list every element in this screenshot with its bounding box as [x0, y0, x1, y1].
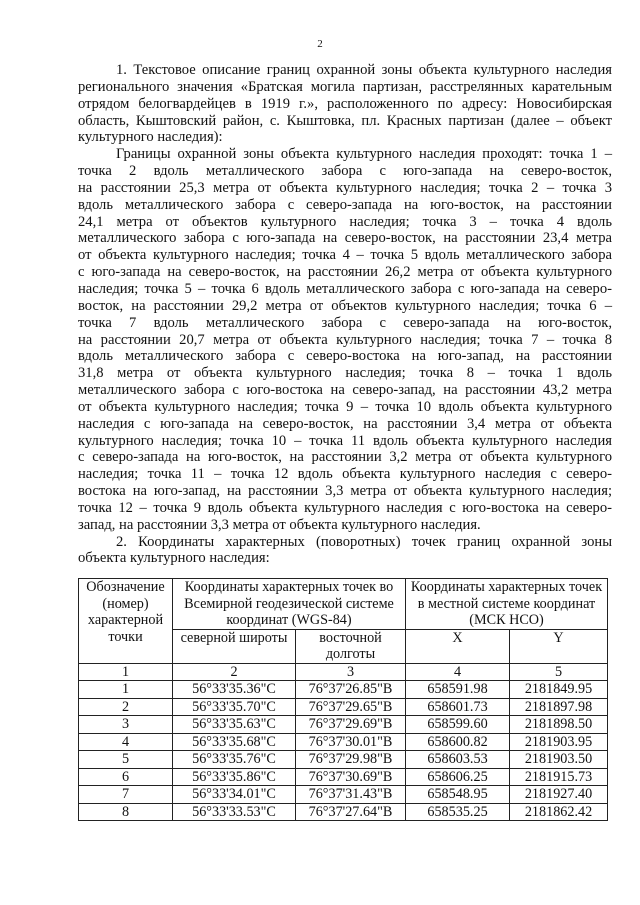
paragraph-line: объекта культурного наследия: [78, 550, 270, 567]
y-cell: 2181927.40 [510, 786, 608, 804]
column-number: 5 [510, 663, 608, 681]
paragraph-line: 2. Координаты характерных (поворотных) точек границ охранной зоны [116, 533, 612, 550]
table-row [79, 751, 608, 769]
point-number: 5 [79, 751, 173, 769]
longitude-cell: 76°37'29.69"В [296, 716, 406, 734]
y-cell: 2181903.95 [510, 733, 608, 751]
paragraph-line: с северо-запада на юго-восток, на расстоянии 3,2 метра от объекта культурного [78, 449, 612, 466]
x-cell: 658600.82 [406, 733, 510, 751]
y-cell: 2181898.50 [510, 716, 608, 734]
header-east-longitude: восточной долготы [296, 629, 406, 663]
paragraph-line: металлического забора с юго-запада на северо-восток, на расстоянии 23,4 метра [78, 230, 612, 247]
x-cell: 658591.98 [406, 681, 510, 699]
header-local-msk: Координаты характерных точек в местной системе координат (МСК НСО) [406, 579, 608, 630]
document-body [78, 62, 612, 567]
paragraph-line: запад, на расстоянии 3,3 метра от объекта культурного наследия. [78, 516, 481, 533]
latitude-cell: 56°33'35.63"С [173, 716, 296, 734]
longitude-cell: 76°37'30.01"В [296, 733, 406, 751]
paragraph-line: на расстоянии 20,7 метра от объекта культурного наследия; точка 7 – точка 8 [78, 331, 612, 348]
paragraph-line: область, Кыштовский район, с. Кыштовка, пл. Красных партизан (далее – объект [78, 112, 612, 129]
paragraph-line: восток, на расстоянии 29,2 метра от объектов культурного наследия; точка 6 – [78, 297, 612, 314]
paragraph-line: вдоль металлического забора с северо-запада на юго-восток, на расстоянии [78, 196, 612, 213]
longitude-cell: 76°37'29.98"В [296, 751, 406, 769]
table-row [79, 716, 608, 734]
latitude-cell: 56°33'35.36"С [173, 681, 296, 699]
paragraph-line: точка 12 – точка 9 вдоль объекта культурного наследия с юго-востока на северо- [78, 499, 612, 516]
paragraph-line: металлического забора с юго-востока на северо-запад, на расстоянии 43,2 метра [78, 382, 612, 399]
point-number: 6 [79, 768, 173, 786]
paragraph-line: от объекта культурного наследия; точка 4 – точка 5 вдоль металлического забора [78, 247, 612, 264]
longitude-cell: 76°37'29.65"В [296, 698, 406, 716]
x-cell: 658606.25 [406, 768, 510, 786]
paragraph-line: отрядом белогвардейцев в 1919 г.», расположенного по адресу: Новосибирская [78, 95, 612, 112]
x-cell: 658603.53 [406, 751, 510, 769]
point-number: 2 [79, 698, 173, 716]
latitude-cell: 56°33'34.01"С [173, 786, 296, 804]
x-cell: 658535.25 [406, 803, 510, 821]
header-wgs84: Координаты характерных точек во Всемирной геодезической системе координат (WGS-84) [173, 579, 406, 630]
y-cell: 2181903.50 [510, 751, 608, 769]
point-number: 3 [79, 716, 173, 734]
longitude-cell: 76°37'26.85"В [296, 681, 406, 699]
x-cell: 658601.73 [406, 698, 510, 716]
x-cell: 658548.95 [406, 786, 510, 804]
point-number: 4 [79, 733, 173, 751]
paragraph-line: наследия с юго-запада на северо-восток, на расстоянии 3,4 метра от объекта [78, 415, 612, 432]
column-number-row [79, 663, 608, 681]
header-x: X [406, 629, 510, 663]
y-cell: 2181862.42 [510, 803, 608, 821]
paragraph-line: точка 7 вдоль металлического забора с северо-запада на юго-восток, [78, 314, 612, 331]
longitude-cell: 76°37'27.64"В [296, 803, 406, 821]
paragraph-line: точка 2 вдоль металлического забора с юго-запада на северо-восток, [78, 163, 612, 180]
longitude-cell: 76°37'30.69"В [296, 768, 406, 786]
paragraph-line: 31,8 метра от объекта культурного наследия; точка 8 – точка 1 вдоль [78, 365, 612, 382]
y-cell: 2181849.95 [510, 681, 608, 699]
paragraph-line: регионального значения «Братская могила партизан, расстрелянных карательным [78, 78, 612, 95]
table-row [79, 733, 608, 751]
latitude-cell: 56°33'35.68"С [173, 733, 296, 751]
y-cell: 2181897.98 [510, 698, 608, 716]
column-number: 1 [79, 663, 173, 681]
paragraph-line: 1. Текстовое описание границ охранной зоны объекта культурного наследия [116, 62, 612, 78]
paragraph-line: на расстоянии 25,3 метра от объекта культурного наследия; точка 2 – точка 3 [78, 179, 612, 196]
longitude-cell: 76°37'31.43"В [296, 786, 406, 804]
table-row [79, 698, 608, 716]
point-number: 1 [79, 681, 173, 699]
table-row [79, 768, 608, 786]
latitude-cell: 56°33'35.86"С [173, 768, 296, 786]
latitude-cell: 56°33'35.76"С [173, 751, 296, 769]
paragraph-line: с юго-запада на северо-восток, на расстоянии 26,2 метра от объекта культурного [78, 264, 612, 281]
x-cell: 658599.60 [406, 716, 510, 734]
latitude-cell: 56°33'33.53"С [173, 803, 296, 821]
paragraph-line: культурного наследия; точка 10 – точка 11 вдоль объекта культурного наследия [78, 432, 612, 449]
paragraph-line: 24,1 метра от объектов культурного наследия; точка 3 – точка 4 вдоль [78, 213, 612, 230]
paragraph-line: востока на юго-запад, на расстоянии 3,3 метра от объекта культурного наследия; [78, 483, 612, 500]
table-row [79, 786, 608, 804]
header-designation: Обозначение (номер) характерной точки [79, 579, 173, 664]
page-number: 2 [317, 38, 323, 50]
coordinates-table [78, 578, 608, 821]
paragraph-line: наследия; точка 5 – точка 6 вдоль металлического забора с юго-запада на северо- [78, 280, 612, 297]
point-number: 7 [79, 786, 173, 804]
latitude-cell: 56°33'35.70"С [173, 698, 296, 716]
paragraph-line: вдоль металлического забора с северо-востока на юго-запад, на расстоянии [78, 348, 612, 365]
table-row [79, 803, 608, 821]
paragraph-line: от объекта культурного наследия; точка 9 – точка 10 вдоль объекта культурного [78, 398, 612, 415]
column-number: 4 [406, 663, 510, 681]
paragraph-line: наследия; точка 11 – точка 12 вдоль объекта культурного наследия с северо- [78, 466, 612, 483]
point-number: 8 [79, 803, 173, 821]
paragraph-line: Границы охранной зоны объекта культурного наследия проходят: точка 1 – [116, 146, 612, 163]
header-y: Y [510, 629, 608, 663]
table-row [79, 681, 608, 699]
y-cell: 2181915.73 [510, 768, 608, 786]
table-header-row [79, 579, 608, 630]
paragraph-line: культурного наследия): [78, 129, 223, 146]
header-north-latitude: северной широты [173, 629, 296, 663]
column-number: 3 [296, 663, 406, 681]
column-number: 2 [173, 663, 296, 681]
